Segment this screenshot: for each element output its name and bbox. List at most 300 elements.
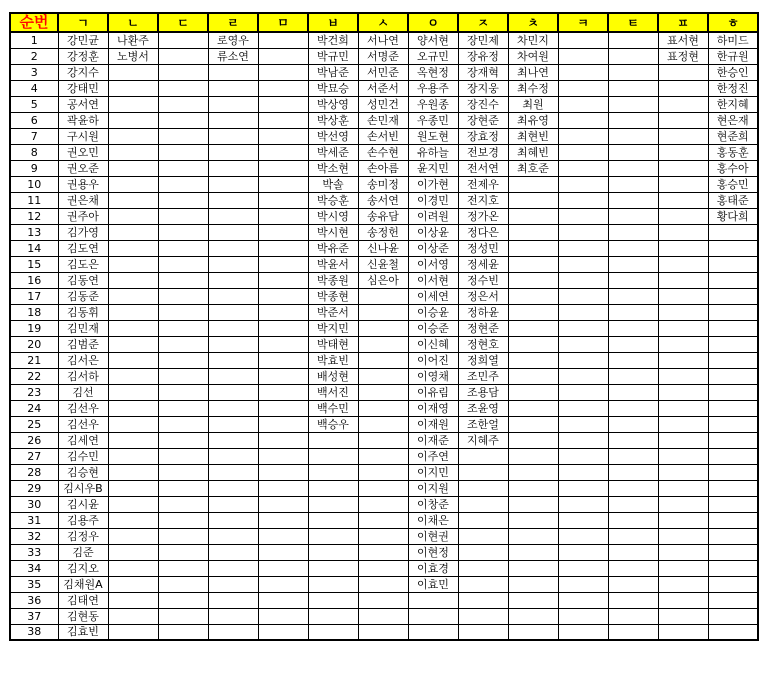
name-cell[interactable] (108, 608, 158, 624)
name-cell[interactable] (508, 464, 558, 480)
name-cell[interactable] (108, 176, 158, 192)
name-cell[interactable]: 박종원 (308, 272, 358, 288)
row-number-cell[interactable]: 37 (10, 608, 58, 624)
name-cell[interactable]: 김도은 (58, 256, 108, 272)
name-cell[interactable]: 김용주 (58, 512, 108, 528)
name-cell[interactable]: 이려원 (408, 208, 458, 224)
name-cell[interactable]: 홍태준 (708, 192, 758, 208)
name-cell[interactable] (508, 192, 558, 208)
name-cell[interactable] (208, 384, 258, 400)
name-cell[interactable] (158, 544, 208, 560)
name-cell[interactable]: 장진수 (458, 96, 508, 112)
name-cell[interactable]: 원도현 (408, 128, 458, 144)
name-cell[interactable] (158, 144, 208, 160)
name-cell[interactable] (358, 320, 408, 336)
name-cell[interactable] (658, 432, 708, 448)
name-cell[interactable] (558, 192, 608, 208)
name-cell[interactable]: 정하윤 (458, 304, 508, 320)
name-cell[interactable] (258, 448, 308, 464)
name-cell[interactable] (708, 464, 758, 480)
name-cell[interactable]: 김선 (58, 384, 108, 400)
name-cell[interactable] (708, 496, 758, 512)
name-cell[interactable]: 최유영 (508, 112, 558, 128)
name-cell[interactable] (258, 528, 308, 544)
name-cell[interactable] (608, 336, 658, 352)
name-cell[interactable] (708, 480, 758, 496)
name-cell[interactable] (358, 384, 408, 400)
name-cell[interactable] (108, 288, 158, 304)
name-cell[interactable] (608, 32, 658, 48)
name-cell[interactable]: 김준 (58, 544, 108, 560)
name-cell[interactable] (458, 512, 508, 528)
name-cell[interactable] (508, 384, 558, 400)
name-cell[interactable] (258, 560, 308, 576)
name-cell[interactable]: 이어진 (408, 352, 458, 368)
name-cell[interactable] (308, 560, 358, 576)
name-cell[interactable] (158, 560, 208, 576)
name-cell[interactable] (508, 176, 558, 192)
name-cell[interactable] (558, 336, 608, 352)
name-cell[interactable]: 박효빈 (308, 352, 358, 368)
name-cell[interactable] (308, 432, 358, 448)
name-cell[interactable]: 박지민 (308, 320, 358, 336)
name-cell[interactable] (258, 592, 308, 608)
name-cell[interactable]: 이서현 (408, 272, 458, 288)
name-cell[interactable] (258, 224, 308, 240)
name-cell[interactable] (358, 416, 408, 432)
name-cell[interactable] (658, 384, 708, 400)
name-cell[interactable] (658, 528, 708, 544)
row-number-cell[interactable]: 32 (10, 528, 58, 544)
name-cell[interactable] (158, 256, 208, 272)
name-cell[interactable]: 표정현 (658, 48, 708, 64)
name-cell[interactable] (608, 624, 658, 640)
name-cell[interactable]: 서민준 (358, 64, 408, 80)
name-cell[interactable] (108, 160, 158, 176)
name-cell[interactable] (158, 448, 208, 464)
name-cell[interactable]: 강정훈 (58, 48, 108, 64)
name-cell[interactable] (108, 128, 158, 144)
name-cell[interactable]: 송정헌 (358, 224, 408, 240)
name-cell[interactable] (658, 336, 708, 352)
name-cell[interactable]: 이재준 (408, 432, 458, 448)
name-cell[interactable] (108, 400, 158, 416)
name-cell[interactable] (558, 352, 608, 368)
row-number-cell[interactable]: 30 (10, 496, 58, 512)
name-cell[interactable] (158, 240, 208, 256)
name-cell[interactable]: 장지웅 (458, 80, 508, 96)
name-cell[interactable]: 김범준 (58, 336, 108, 352)
name-cell[interactable] (458, 608, 508, 624)
name-cell[interactable]: 손민재 (358, 112, 408, 128)
row-number-cell[interactable]: 1 (10, 32, 58, 48)
name-cell[interactable] (658, 304, 708, 320)
name-cell[interactable] (608, 480, 658, 496)
name-cell[interactable]: 성민건 (358, 96, 408, 112)
name-cell[interactable]: 이서영 (408, 256, 458, 272)
name-cell[interactable]: 송미정 (358, 176, 408, 192)
name-cell[interactable] (558, 304, 608, 320)
name-cell[interactable] (258, 320, 308, 336)
name-cell[interactable] (258, 240, 308, 256)
name-cell[interactable] (558, 160, 608, 176)
name-cell[interactable]: 정다은 (458, 224, 508, 240)
name-cell[interactable] (258, 624, 308, 640)
name-cell[interactable]: 김서하 (58, 368, 108, 384)
name-cell[interactable]: 박솔 (308, 176, 358, 192)
name-cell[interactable] (558, 112, 608, 128)
name-cell[interactable] (658, 128, 708, 144)
name-cell[interactable]: 이상준 (408, 240, 458, 256)
name-cell[interactable] (208, 480, 258, 496)
name-cell[interactable]: 이경민 (408, 192, 458, 208)
name-cell[interactable] (558, 320, 608, 336)
name-cell[interactable]: 김수민 (58, 448, 108, 464)
name-cell[interactable]: 이지민 (408, 464, 458, 480)
name-cell[interactable] (258, 432, 308, 448)
name-cell[interactable] (208, 240, 258, 256)
name-cell[interactable] (608, 80, 658, 96)
name-cell[interactable] (558, 624, 608, 640)
name-cell[interactable]: 박규민 (308, 48, 358, 64)
row-number-cell[interactable]: 2 (10, 48, 58, 64)
name-cell[interactable] (258, 480, 308, 496)
name-cell[interactable]: 우종민 (408, 112, 458, 128)
name-cell[interactable] (708, 256, 758, 272)
name-cell[interactable] (208, 224, 258, 240)
name-cell[interactable]: 조윤영 (458, 400, 508, 416)
name-cell[interactable]: 옥현정 (408, 64, 458, 80)
letter-column-header[interactable]: ㄴ (108, 13, 158, 32)
name-cell[interactable] (258, 144, 308, 160)
row-number-cell[interactable]: 7 (10, 128, 58, 144)
name-cell[interactable] (658, 512, 708, 528)
name-cell[interactable] (208, 336, 258, 352)
name-cell[interactable] (208, 256, 258, 272)
name-cell[interactable] (108, 464, 158, 480)
name-cell[interactable] (408, 624, 458, 640)
name-cell[interactable]: 정가온 (458, 208, 508, 224)
name-cell[interactable]: 박세준 (308, 144, 358, 160)
name-cell[interactable] (558, 48, 608, 64)
name-cell[interactable]: 백서진 (308, 384, 358, 400)
name-cell[interactable]: 한정진 (708, 80, 758, 96)
name-cell[interactable]: 공서연 (58, 96, 108, 112)
name-cell[interactable] (358, 464, 408, 480)
name-cell[interactable] (608, 368, 658, 384)
name-cell[interactable] (558, 560, 608, 576)
name-cell[interactable] (158, 80, 208, 96)
name-cell[interactable] (158, 48, 208, 64)
name-cell[interactable] (608, 416, 658, 432)
name-cell[interactable] (658, 64, 708, 80)
name-cell[interactable]: 지혜주 (458, 432, 508, 448)
row-number-cell[interactable]: 28 (10, 464, 58, 480)
name-cell[interactable] (608, 352, 658, 368)
name-cell[interactable] (558, 208, 608, 224)
name-cell[interactable]: 최수정 (508, 80, 558, 96)
name-cell[interactable] (708, 352, 758, 368)
name-cell[interactable]: 양서현 (408, 32, 458, 48)
name-cell[interactable] (258, 272, 308, 288)
name-cell[interactable] (158, 272, 208, 288)
name-cell[interactable]: 우원종 (408, 96, 458, 112)
name-cell[interactable] (158, 400, 208, 416)
name-cell[interactable]: 전보경 (458, 144, 508, 160)
name-cell[interactable] (208, 448, 258, 464)
name-cell[interactable] (708, 272, 758, 288)
name-cell[interactable] (308, 624, 358, 640)
name-cell[interactable]: 최원 (508, 96, 558, 112)
row-number-cell[interactable]: 22 (10, 368, 58, 384)
name-cell[interactable] (658, 576, 708, 592)
name-cell[interactable] (708, 400, 758, 416)
name-cell[interactable] (608, 224, 658, 240)
name-cell[interactable] (508, 608, 558, 624)
name-cell[interactable]: 한규원 (708, 48, 758, 64)
name-cell[interactable]: 박윤서 (308, 256, 358, 272)
name-cell[interactable] (458, 464, 508, 480)
name-cell[interactable]: 박상훈 (308, 112, 358, 128)
name-cell[interactable] (208, 592, 258, 608)
name-cell[interactable] (658, 320, 708, 336)
letter-column-header[interactable]: ㅎ (708, 13, 758, 32)
name-cell[interactable] (608, 400, 658, 416)
name-cell[interactable]: 강민균 (58, 32, 108, 48)
name-cell[interactable] (508, 352, 558, 368)
name-cell[interactable] (158, 128, 208, 144)
name-cell[interactable] (258, 464, 308, 480)
name-cell[interactable] (358, 528, 408, 544)
name-cell[interactable] (208, 160, 258, 176)
name-cell[interactable]: 김현동 (58, 608, 108, 624)
name-cell[interactable] (158, 368, 208, 384)
name-cell[interactable] (558, 416, 608, 432)
row-number-cell[interactable]: 10 (10, 176, 58, 192)
name-cell[interactable] (608, 128, 658, 144)
name-cell[interactable]: 신나윤 (358, 240, 408, 256)
name-cell[interactable] (258, 80, 308, 96)
name-cell[interactable] (108, 208, 158, 224)
name-cell[interactable] (358, 400, 408, 416)
name-cell[interactable] (408, 608, 458, 624)
name-cell[interactable] (508, 208, 558, 224)
name-cell[interactable] (658, 80, 708, 96)
name-cell[interactable] (658, 608, 708, 624)
name-cell[interactable] (558, 368, 608, 384)
name-cell[interactable] (258, 512, 308, 528)
name-cell[interactable] (508, 256, 558, 272)
name-cell[interactable]: 홍승민 (708, 176, 758, 192)
name-cell[interactable] (208, 128, 258, 144)
name-cell[interactable]: 정현호 (458, 336, 508, 352)
name-cell[interactable] (108, 256, 158, 272)
name-cell[interactable] (458, 624, 508, 640)
name-cell[interactable]: 정세윤 (458, 256, 508, 272)
name-cell[interactable] (208, 368, 258, 384)
name-cell[interactable] (708, 608, 758, 624)
name-cell[interactable] (708, 288, 758, 304)
name-cell[interactable]: 손아름 (358, 160, 408, 176)
name-cell[interactable] (608, 464, 658, 480)
name-cell[interactable] (358, 496, 408, 512)
name-cell[interactable]: 김효빈 (58, 624, 108, 640)
name-cell[interactable] (158, 336, 208, 352)
name-cell[interactable] (308, 448, 358, 464)
name-cell[interactable]: 서명준 (358, 48, 408, 64)
name-cell[interactable] (358, 608, 408, 624)
name-cell[interactable] (208, 272, 258, 288)
name-cell[interactable] (558, 128, 608, 144)
name-cell[interactable] (108, 192, 158, 208)
name-cell[interactable]: 구시원 (58, 128, 108, 144)
name-cell[interactable] (708, 576, 758, 592)
name-cell[interactable] (208, 144, 258, 160)
name-cell[interactable] (108, 384, 158, 400)
name-cell[interactable] (708, 528, 758, 544)
name-cell[interactable] (708, 544, 758, 560)
name-cell[interactable]: 이상윤 (408, 224, 458, 240)
name-cell[interactable] (558, 448, 608, 464)
name-cell[interactable]: 홍동훈 (708, 144, 758, 160)
letter-column-header[interactable]: ㅋ (558, 13, 608, 32)
name-cell[interactable]: 이세연 (408, 288, 458, 304)
row-number-cell[interactable]: 26 (10, 432, 58, 448)
name-cell[interactable] (458, 448, 508, 464)
row-number-cell[interactable]: 34 (10, 560, 58, 576)
name-cell[interactable] (508, 336, 558, 352)
name-cell[interactable] (558, 432, 608, 448)
name-cell[interactable]: 차민지 (508, 32, 558, 48)
name-cell[interactable] (358, 368, 408, 384)
name-cell[interactable] (358, 432, 408, 448)
name-cell[interactable]: 권주아 (58, 208, 108, 224)
name-cell[interactable]: 황다희 (708, 208, 758, 224)
name-cell[interactable] (258, 496, 308, 512)
name-cell[interactable] (658, 96, 708, 112)
name-cell[interactable] (658, 496, 708, 512)
name-cell[interactable] (458, 528, 508, 544)
name-cell[interactable] (658, 464, 708, 480)
name-cell[interactable] (558, 480, 608, 496)
name-cell[interactable]: 강지수 (58, 64, 108, 80)
name-cell[interactable] (208, 416, 258, 432)
name-cell[interactable] (208, 288, 258, 304)
name-cell[interactable] (658, 112, 708, 128)
name-cell[interactable] (608, 208, 658, 224)
name-cell[interactable] (258, 96, 308, 112)
name-cell[interactable]: 정수빈 (458, 272, 508, 288)
name-cell[interactable]: 박상영 (308, 96, 358, 112)
name-cell[interactable] (608, 512, 658, 528)
row-number-cell[interactable]: 38 (10, 624, 58, 640)
name-cell[interactable] (658, 352, 708, 368)
name-cell[interactable] (158, 192, 208, 208)
name-cell[interactable] (108, 304, 158, 320)
name-cell[interactable] (458, 544, 508, 560)
name-cell[interactable]: 우용주 (408, 80, 458, 96)
name-cell[interactable] (508, 592, 558, 608)
name-cell[interactable] (558, 592, 608, 608)
name-cell[interactable] (458, 496, 508, 512)
name-cell[interactable] (708, 592, 758, 608)
name-cell[interactable]: 김동휘 (58, 304, 108, 320)
name-cell[interactable]: 이지원 (408, 480, 458, 496)
name-cell[interactable]: 이유림 (408, 384, 458, 400)
name-cell[interactable]: 장현준 (458, 112, 508, 128)
name-cell[interactable] (258, 192, 308, 208)
name-cell[interactable] (108, 624, 158, 640)
name-cell[interactable] (608, 432, 658, 448)
name-cell[interactable]: 이재원 (408, 416, 458, 432)
name-cell[interactable] (108, 512, 158, 528)
name-cell[interactable] (258, 112, 308, 128)
name-cell[interactable] (708, 512, 758, 528)
name-cell[interactable] (708, 224, 758, 240)
name-cell[interactable]: 김선우 (58, 400, 108, 416)
name-cell[interactable] (558, 96, 608, 112)
name-cell[interactable] (558, 64, 608, 80)
name-cell[interactable]: 현준희 (708, 128, 758, 144)
row-number-cell[interactable]: 35 (10, 576, 58, 592)
name-cell[interactable]: 김승현 (58, 464, 108, 480)
name-cell[interactable] (258, 400, 308, 416)
name-cell[interactable]: 장민제 (458, 32, 508, 48)
name-cell[interactable] (708, 368, 758, 384)
name-cell[interactable]: 정현준 (458, 320, 508, 336)
name-cell[interactable]: 권용우 (58, 176, 108, 192)
name-cell[interactable] (158, 512, 208, 528)
name-cell[interactable] (108, 496, 158, 512)
name-cell[interactable] (258, 208, 308, 224)
name-cell[interactable]: 김동연 (58, 272, 108, 288)
letter-column-header[interactable]: ㅈ (458, 13, 508, 32)
name-cell[interactable] (658, 256, 708, 272)
name-cell[interactable] (258, 128, 308, 144)
name-cell[interactable]: 윤지민 (408, 160, 458, 176)
name-cell[interactable] (708, 416, 758, 432)
row-number-cell[interactable]: 17 (10, 288, 58, 304)
name-cell[interactable] (558, 272, 608, 288)
name-cell[interactable] (108, 320, 158, 336)
row-number-cell[interactable]: 13 (10, 224, 58, 240)
name-cell[interactable] (158, 176, 208, 192)
name-cell[interactable] (608, 192, 658, 208)
name-cell[interactable] (658, 592, 708, 608)
name-cell[interactable]: 장효정 (458, 128, 508, 144)
name-cell[interactable]: 박승훈 (308, 192, 358, 208)
name-cell[interactable] (158, 528, 208, 544)
name-cell[interactable]: 유하늘 (408, 144, 458, 160)
name-cell[interactable] (508, 416, 558, 432)
row-number-cell[interactable]: 19 (10, 320, 58, 336)
name-cell[interactable] (358, 592, 408, 608)
name-cell[interactable]: 이재영 (408, 400, 458, 416)
name-cell[interactable] (658, 480, 708, 496)
name-cell[interactable] (258, 336, 308, 352)
letter-column-header[interactable]: ㅅ (358, 13, 408, 32)
name-cell[interactable]: 김민재 (58, 320, 108, 336)
name-cell[interactable] (208, 464, 258, 480)
name-cell[interactable]: 현은재 (708, 112, 758, 128)
name-cell[interactable]: 강태민 (58, 80, 108, 96)
name-cell[interactable] (558, 32, 608, 48)
name-cell[interactable]: 박묘승 (308, 80, 358, 96)
name-cell[interactable]: 이영채 (408, 368, 458, 384)
name-cell[interactable] (508, 224, 558, 240)
row-number-cell[interactable]: 8 (10, 144, 58, 160)
name-cell[interactable] (208, 400, 258, 416)
